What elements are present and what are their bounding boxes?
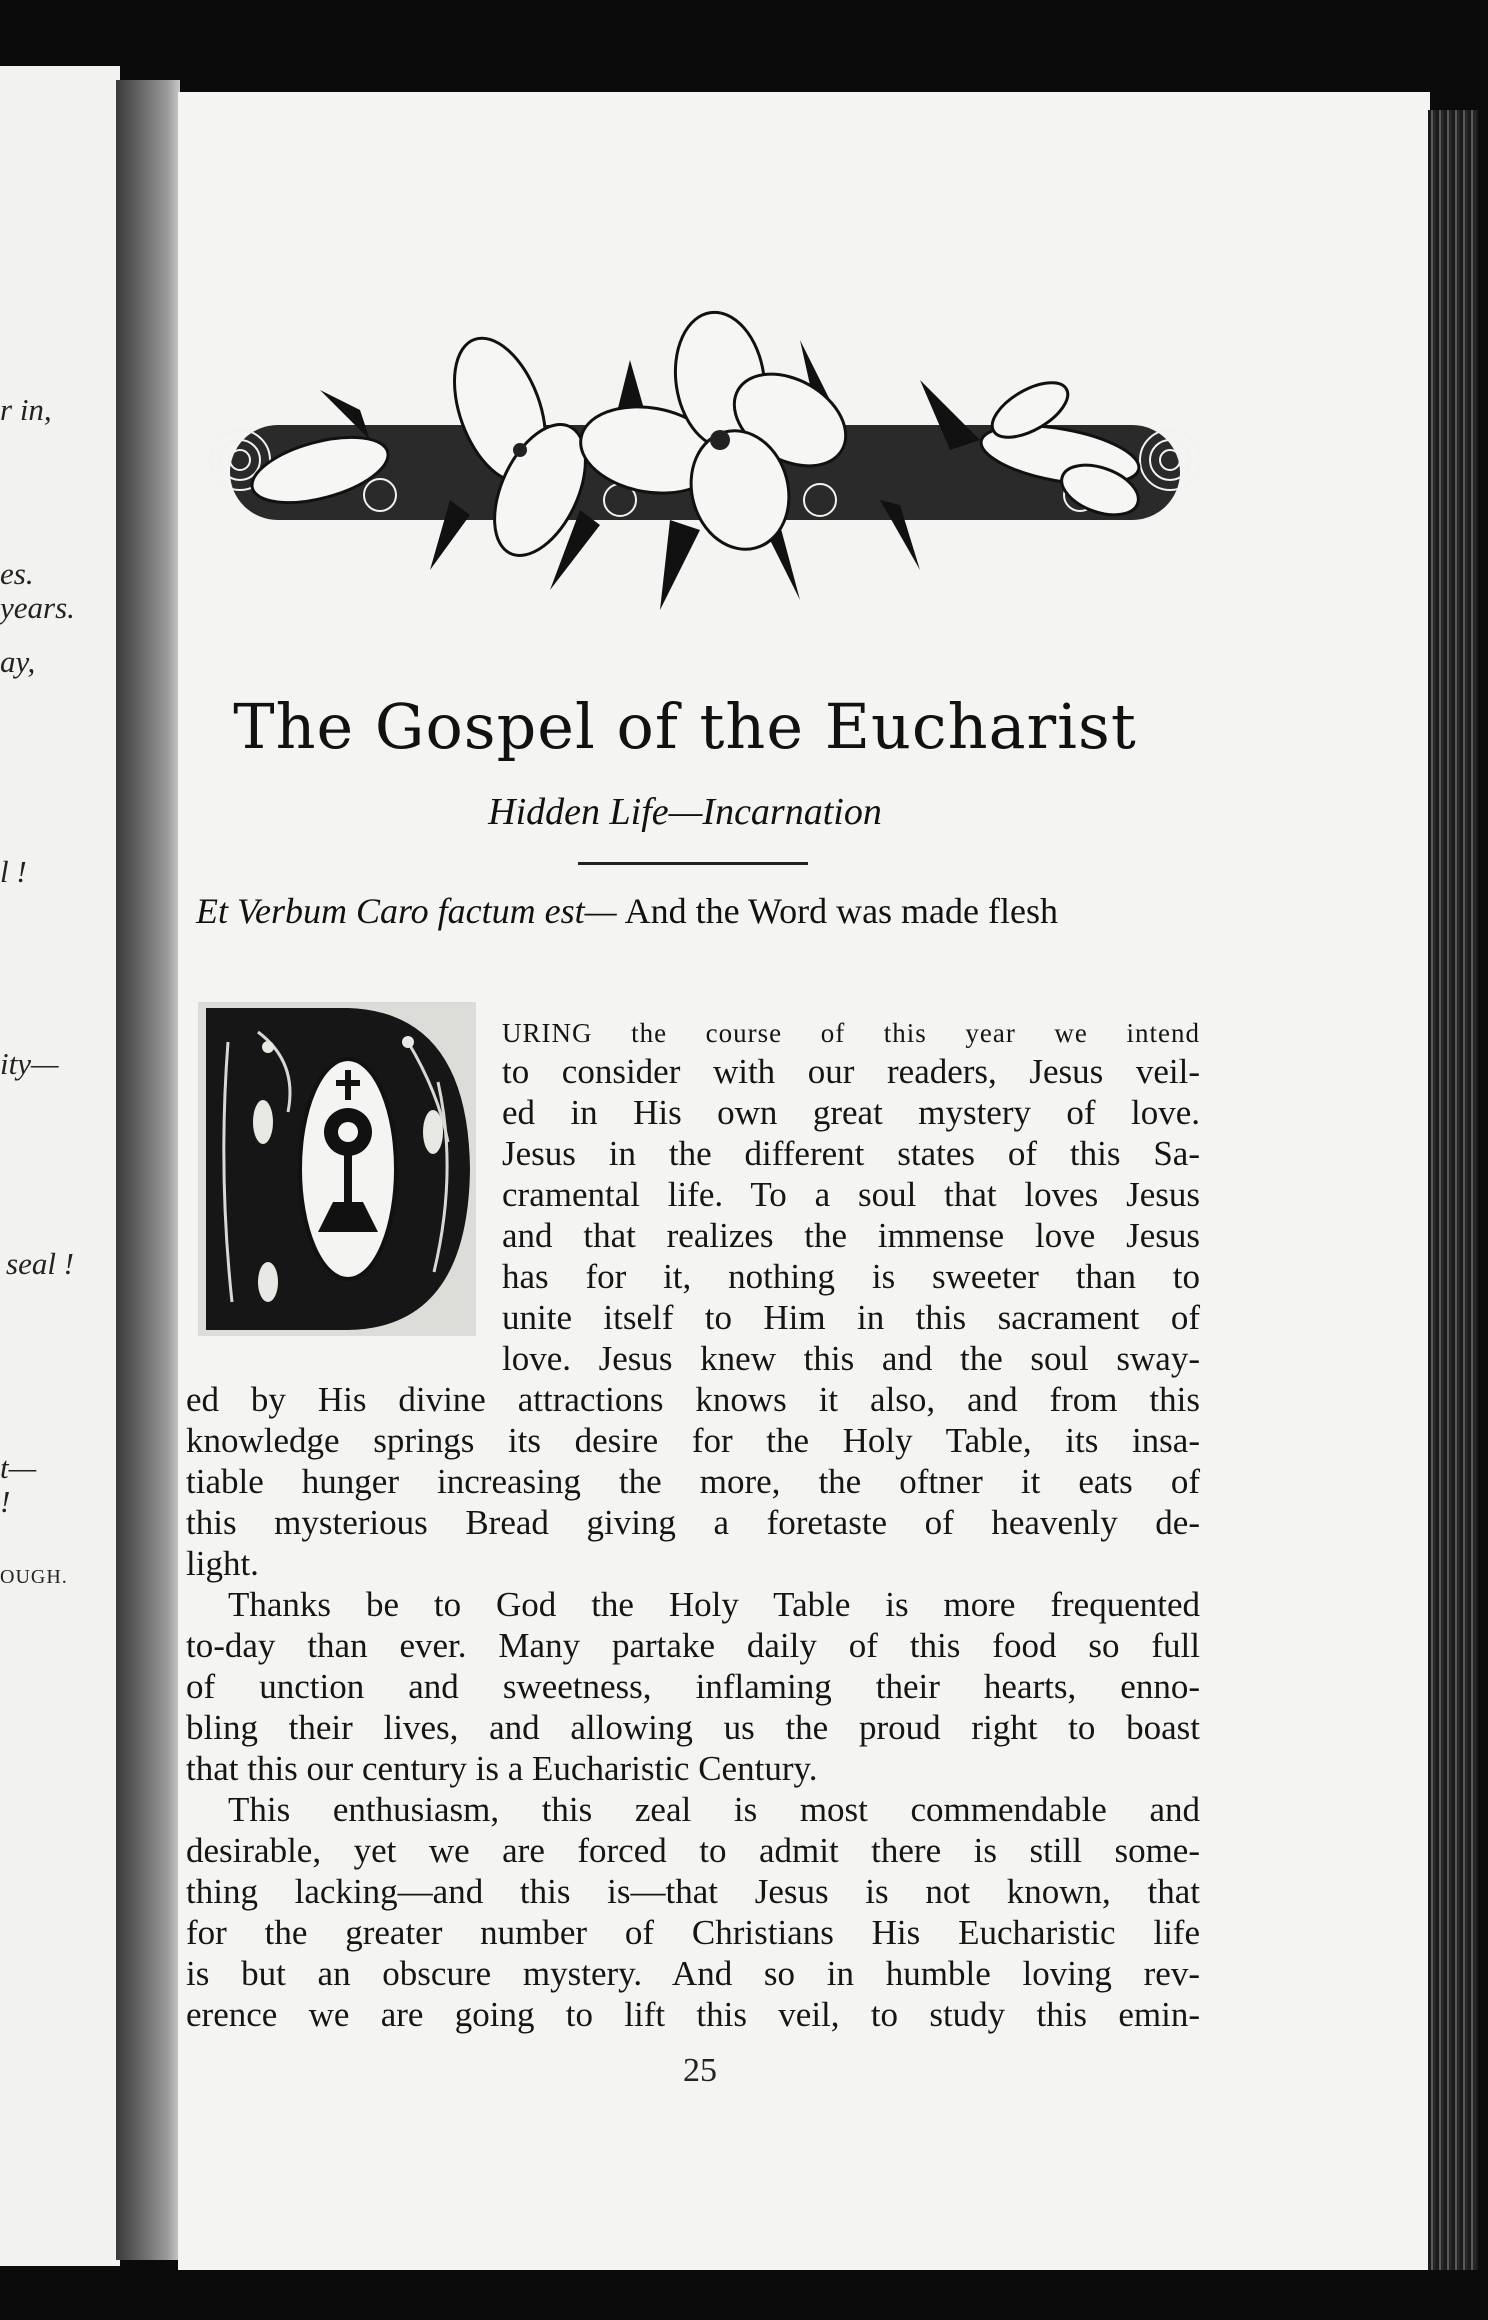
text-line: of unction and sweetness, inflaming their hearts, enno- (186, 1667, 1200, 1706)
text-line: love. Jesus knew this and the soul sway- (502, 1339, 1200, 1378)
title-rule (578, 862, 808, 865)
left-fragment: years. (0, 590, 75, 625)
text-line: ed by His divine attractions knows it also, and from this (186, 1380, 1200, 1419)
left-fragment: r in, (0, 392, 52, 427)
page-number: 25 (683, 2052, 717, 2089)
left-fragment: seal ! (6, 1246, 75, 1281)
text-line: erence we are going to lift this veil, to study this emin- (186, 1995, 1200, 2034)
left-fragment: ay, (0, 644, 36, 679)
text-line: URING the course of this year we intend (502, 1018, 1200, 1048)
text-line: thing lacking—and this is—that Jesus is not known, that (186, 1872, 1200, 1911)
text-line: is but an obscure mystery. And so in humble loving rev- (186, 1954, 1200, 1993)
left-fragment: OUGH. (0, 1566, 68, 1588)
left-fragment: es. (0, 556, 34, 591)
text-line: Jesus in the different states of this Sa- (502, 1134, 1200, 1173)
body-text (186, 1010, 1200, 2035)
text-line: to consider with our readers, Jesus veil- (502, 1052, 1200, 1091)
text-line: to-day than ever. Many partake daily of this food so full (186, 1626, 1200, 1665)
text-line: light. (186, 1544, 259, 1583)
text-line: Thanks be to God the Holy Table is more frequented (228, 1585, 1200, 1624)
left-fragment: t— (0, 1450, 37, 1485)
text-line: for the greater number of Christians His Eucharistic life (186, 1913, 1200, 1952)
article-subtitle: Hidden Life—Incarnation (488, 791, 882, 833)
floral-ornament-icon (200, 300, 1210, 630)
text-line: bling their lives, and allowing us the proud right to boast (186, 1708, 1200, 1747)
left-fragment: ! (0, 1484, 11, 1519)
text-line: desirable, yet we are forced to admit there is still some- (186, 1831, 1200, 1870)
text-line: and that realizes the immense love Jesus (502, 1216, 1200, 1255)
book-gutter (116, 80, 180, 2260)
epigraph-latin: Et Verbum Caro factum est— (196, 891, 617, 931)
dropcap-letter: D (218, 1034, 226, 1045)
text-line: cramental life. To a soul that loves Jesus (502, 1175, 1200, 1214)
epigraph-english: And the Word was made flesh (624, 891, 1058, 931)
left-fragment: l ! (0, 854, 27, 889)
text-line: ed in His own great mystery of love. (502, 1093, 1200, 1132)
text-line: this mysterious Bread giving a foretaste of heavenly de- (186, 1503, 1200, 1542)
page-edge (1428, 110, 1478, 2270)
left-page (0, 66, 120, 2266)
text-line: has for it, nothing is sweeter than to (502, 1257, 1200, 1296)
epigraph (196, 890, 1206, 932)
left-fragment: ity— (0, 1046, 59, 1081)
article-title: The Gospel of the Eucharist (233, 690, 1137, 763)
text-line: tiable hunger increasing the more, the oftner it eats of (186, 1462, 1200, 1501)
text-line: unite itself to Him in this sacrament of (502, 1298, 1200, 1337)
text-line: This enthusiasm, this zeal is most commendable and (228, 1790, 1200, 1829)
text-line: that this our century is a Eucharistic Century. (186, 1749, 818, 1788)
text-line: knowledge springs its desire for the Holy Table, its insa- (186, 1421, 1200, 1460)
